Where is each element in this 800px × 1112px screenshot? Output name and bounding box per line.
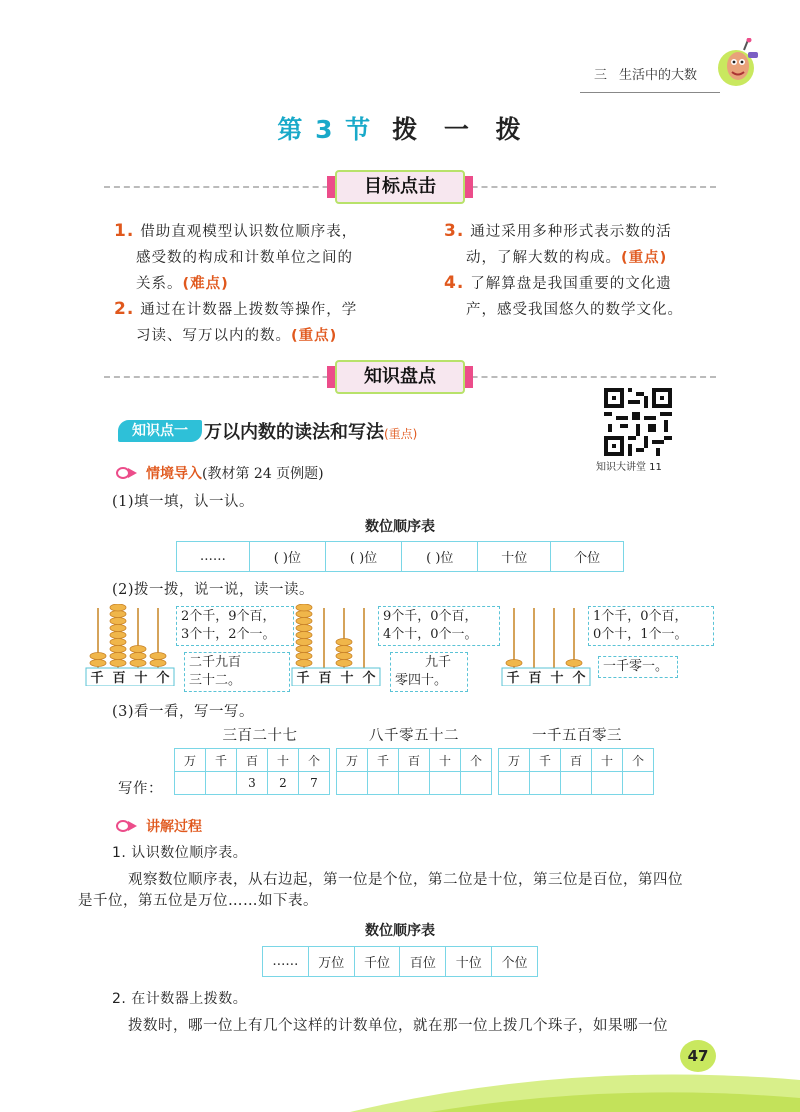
key-tag: (重点) [621, 250, 668, 266]
table-cell: …… [177, 542, 250, 572]
counter-labels [502, 667, 590, 686]
table-cell[interactable] [623, 772, 654, 795]
explain-heading [116, 816, 202, 836]
place-label: 千 [296, 671, 310, 686]
table-caption: 数位顺序表 [365, 519, 435, 535]
write-label: 写作： [118, 781, 163, 797]
table-cell: 千 [368, 749, 399, 772]
number-words: 一千五百零三 [532, 728, 622, 744]
place-label: 十 [134, 671, 148, 686]
goal-1 [114, 218, 414, 297]
table-cell[interactable] [206, 772, 237, 795]
reading-text: 二千九百 [189, 655, 242, 670]
table-cell: 万 [499, 749, 530, 772]
place-label: 千 [506, 671, 520, 686]
place-label: 百 [528, 671, 542, 686]
table-cell: 万 [337, 749, 368, 772]
goal-4 [444, 270, 734, 323]
explain-paragraph [78, 868, 732, 910]
composition-text: 9个千，0个百， [383, 609, 478, 624]
composition-text: 0个十，1个一。 [593, 627, 688, 642]
question-3: (3)看一看，写一写。 [112, 704, 255, 720]
goal-number: 2. [114, 299, 135, 319]
table-cell: 千 [530, 749, 561, 772]
goal-2 [114, 296, 414, 349]
place-label: 百 [112, 671, 126, 686]
table-cell: 百 [237, 749, 268, 772]
table-cell[interactable]: 2 [268, 772, 299, 795]
reading-text: 零四十。 [395, 673, 448, 688]
page-title [0, 110, 800, 146]
place-label: 十 [550, 671, 564, 686]
question-2: (2)拨一拨，说一说，读一读。 [112, 582, 315, 598]
place-label: 千 [90, 671, 104, 686]
table-cell[interactable] [561, 772, 592, 795]
page-number: 47 [680, 1040, 716, 1072]
knowledge-banner: 知识盘点 [335, 360, 465, 394]
qr-code-icon[interactable] [604, 388, 672, 456]
table-cell[interactable] [368, 772, 399, 795]
composition-box-3 [588, 606, 714, 646]
header-rule [580, 92, 720, 93]
place-value-table-blank [176, 541, 624, 572]
goal-text: 了解算盘是我国重要的文化遗 [470, 276, 672, 292]
place-table-2 [336, 748, 492, 795]
table-cell: 万 [175, 749, 206, 772]
composition-text: 4个十，0个一。 [383, 627, 478, 642]
place-label: 百 [318, 671, 332, 686]
table-cell[interactable]: 7 [299, 772, 330, 795]
place-label: 个 [572, 671, 586, 686]
table-cell[interactable] [430, 772, 461, 795]
step-2: 2. 在计数器上拨数。 [112, 991, 248, 1007]
arrow-bullet-icon [116, 820, 138, 832]
table-cell[interactable]: ( )位 [325, 542, 401, 572]
intro-reference: (教材第 24 页例题) [202, 466, 324, 482]
place-label: 个 [156, 671, 170, 686]
question-1: (1)填一填，认一认。 [112, 494, 255, 510]
table-cell[interactable] [592, 772, 623, 795]
paragraph-line: 观察数位顺序表，从右边起，第一位是个位，第二位是十位，第三位是百位，第四位 [128, 872, 683, 888]
paragraph-line: 是千位，第五位是万位……如下表。 [78, 893, 318, 909]
composition-text: 1个千，0个百， [593, 609, 688, 624]
table-cell: 十 [430, 749, 461, 772]
table-cell: 千位 [354, 947, 400, 977]
counter-labels [86, 667, 174, 686]
table-cell: 百 [561, 749, 592, 772]
table-cell[interactable] [337, 772, 368, 795]
goal-text: 产，感受我国悠久的数学文化。 [466, 302, 683, 318]
arrow-bullet-icon [116, 467, 138, 479]
goal-text: 通过在计数器上拨数等操作，学 [140, 302, 358, 318]
table-cell: 个 [461, 749, 492, 772]
table-cell[interactable]: ( )位 [402, 542, 478, 572]
reading-text: 九千 [425, 655, 452, 670]
place-label: 个 [362, 671, 376, 686]
intro-heading [116, 463, 324, 483]
step-1: 1. 认识数位顺序表。 [112, 845, 248, 861]
table-cell: 个 [299, 749, 330, 772]
goal-text: 感受数的构成和计数单位之间的 [136, 250, 353, 266]
table-cell[interactable] [499, 772, 530, 795]
table-cell: 万位 [308, 947, 354, 977]
place-value-table [262, 946, 538, 977]
chapter-number: 三 [594, 68, 608, 83]
place-table-1 [174, 748, 330, 795]
table-cell[interactable] [530, 772, 561, 795]
table-cell: 个 [623, 749, 654, 772]
explain-label: 讲解过程 [146, 819, 202, 835]
knowledge-point-badge: 知识点一 [118, 420, 202, 442]
table-cell: 个位 [492, 947, 538, 977]
reading-text: 一千零一。 [603, 659, 669, 674]
goal-text: 习读、写万以内的数。 [136, 328, 291, 344]
number-words: 八千零五十二 [369, 728, 459, 744]
chapter-header [594, 64, 709, 83]
table-cell: 十位 [478, 542, 551, 572]
counter-labels [292, 667, 380, 686]
goal-text: 关系。 [136, 276, 183, 292]
goal-text: 动，了解大数的构成。 [466, 250, 621, 266]
table-cell[interactable]: ( )位 [249, 542, 325, 572]
goal-text: 借助直观模型认识数位顺序表， [140, 224, 358, 240]
table-cell: 百 [399, 749, 430, 772]
chapter-title: 生活中的大数 [619, 68, 698, 83]
table-caption: 数位顺序表 [365, 923, 435, 939]
composition-text: 3个十，2个一。 [181, 627, 276, 642]
table-cell: 千 [206, 749, 237, 772]
goal-number: 3. [444, 221, 465, 241]
composition-box-1 [176, 606, 294, 646]
key-tag: (重点) [384, 427, 418, 441]
reading-box-3 [598, 656, 678, 678]
table-cell[interactable] [399, 772, 430, 795]
composition-box-2 [378, 606, 500, 646]
goal-3 [444, 218, 734, 271]
table-cell: 十位 [446, 947, 492, 977]
knowledge-point-title [204, 418, 417, 444]
composition-text: 2个千，9个百， [181, 609, 276, 624]
table-cell[interactable] [461, 772, 492, 795]
kp-title-text: 万以内数的读法和写法 [204, 422, 384, 443]
place-table-3 [498, 748, 654, 795]
mascot-icon [714, 38, 762, 90]
section-name: 拨 一 拨 [392, 115, 523, 144]
table-cell: 个位 [551, 542, 624, 572]
goal-text: 通过采用多种形式表示数的活 [470, 224, 672, 240]
reading-box-1 [184, 652, 290, 692]
footer-decoration [350, 1040, 800, 1112]
explain-paragraph-2: 拨数时，哪一位上有几个这样的计数单位，就在那一位上拨几个珠子，如果哪一位 [128, 1018, 668, 1034]
reading-text: 三十二。 [189, 673, 242, 688]
table-cell[interactable] [175, 772, 206, 795]
goals-banner: 目标点击 [335, 170, 465, 204]
intro-label: 情境导入 [146, 466, 202, 482]
place-label: 十 [340, 671, 354, 686]
table-cell: 十 [268, 749, 299, 772]
table-cell: 十 [592, 749, 623, 772]
reading-box-2 [390, 652, 468, 692]
difficulty-tag: (难点) [182, 276, 229, 292]
goal-number: 4. [444, 273, 465, 293]
number-words: 三百二十七 [222, 728, 298, 744]
table-cell: 百位 [400, 947, 446, 977]
section-number: 第 3 节 [277, 115, 373, 144]
table-cell[interactable]: 3 [237, 772, 268, 795]
qr-caption: 知识大讲堂 11 [596, 462, 662, 473]
goal-number: 1. [114, 221, 135, 241]
key-tag: (重点) [291, 328, 338, 344]
table-cell: …… [263, 947, 309, 977]
